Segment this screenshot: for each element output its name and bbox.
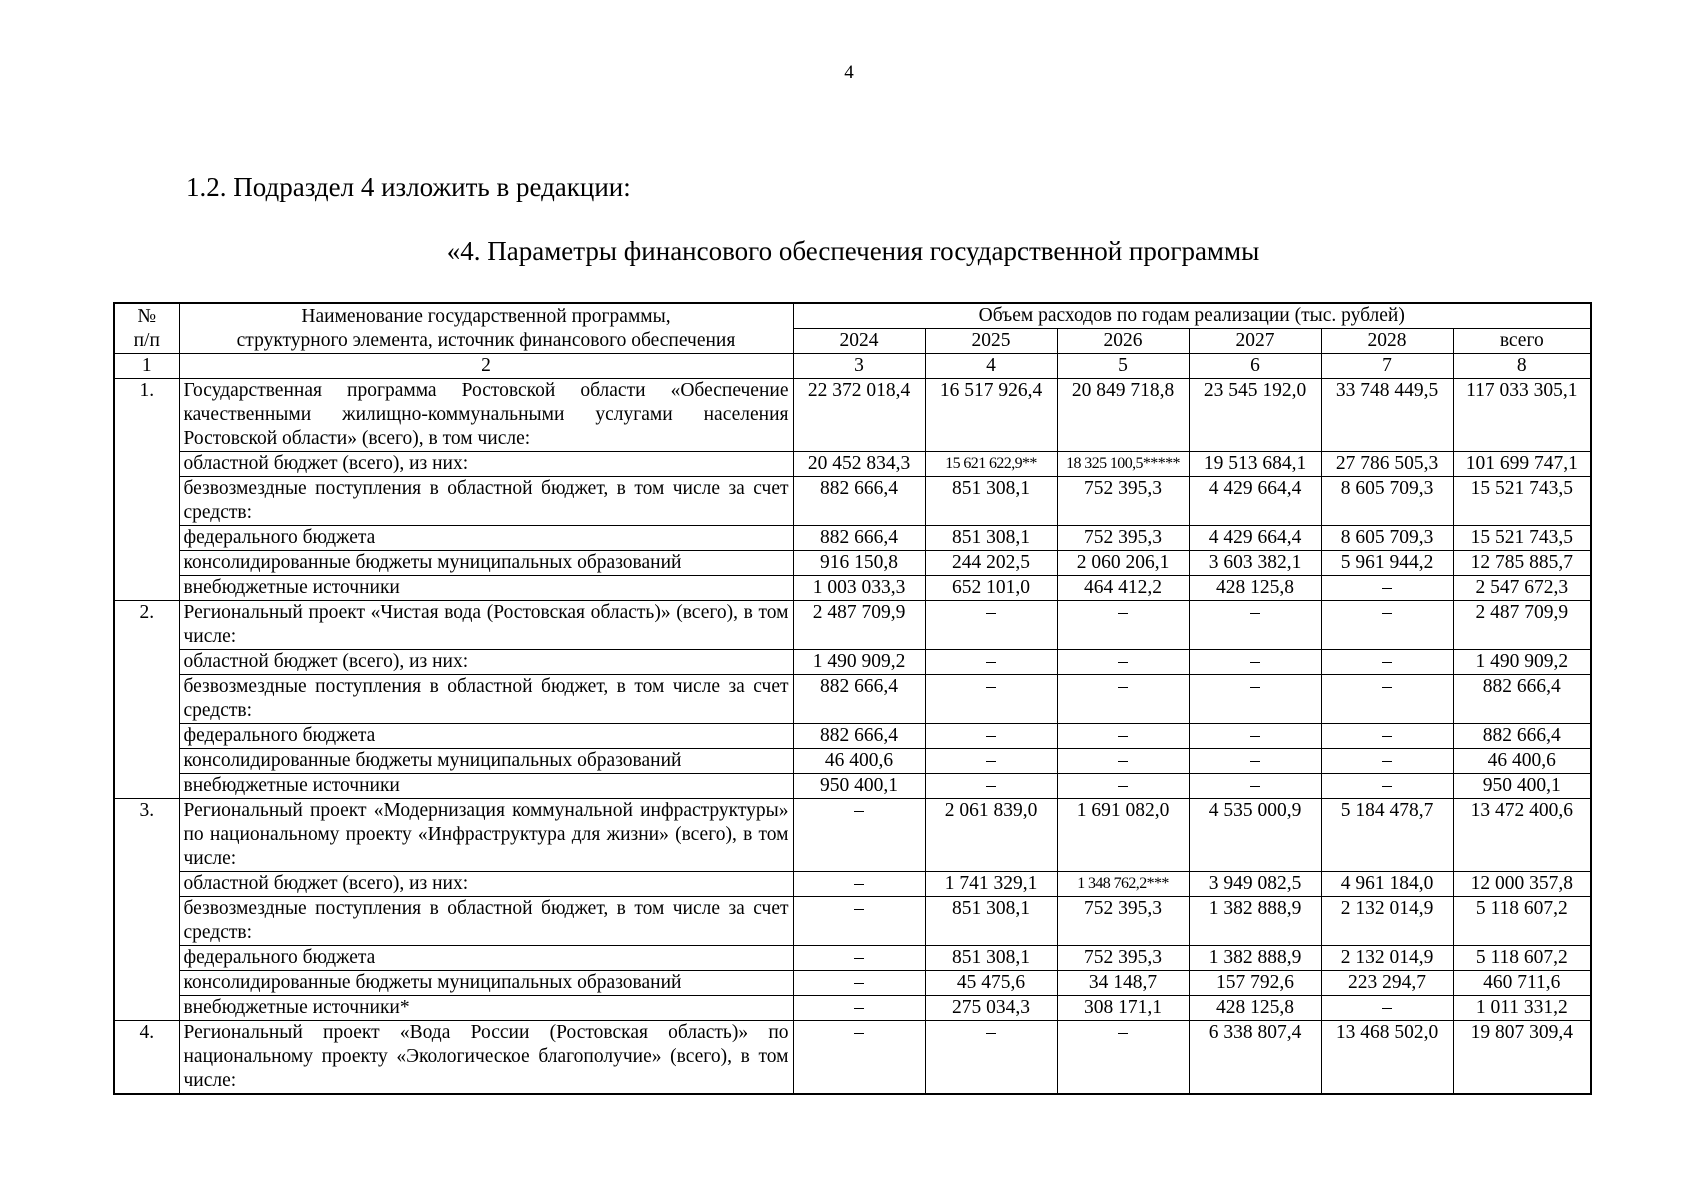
value-cell: 27 786 505,3 [1321,452,1453,477]
value-cell: 13 468 502,0 [1321,1021,1453,1095]
header-year: 2024 [793,329,925,354]
value-cell: – [1057,1021,1189,1095]
value-cell: 8 605 709,3 [1321,526,1453,551]
value-cell: 223 294,7 [1321,971,1453,996]
row-name: безвозмездные поступления в областной бюджет, в том числе за счет средств: [179,477,793,526]
row-name: консолидированные бюджеты муниципальных образований [179,749,793,774]
row-name: внебюджетные источники* [179,996,793,1021]
total-cell: 1 490 909,2 [1453,650,1591,675]
value-cell: – [925,601,1057,650]
row-name: безвозмездные поступления в областной бюджет, в том числе за счет средств: [179,675,793,724]
value-cell: – [793,799,925,872]
value-cell: – [793,1021,925,1095]
col-number: 8 [1453,354,1591,379]
value-cell: 752 395,3 [1057,477,1189,526]
value-cell: 45 475,6 [925,971,1057,996]
value-cell: 2 060 206,1 [1057,551,1189,576]
row-name: внебюджетные источники [179,774,793,799]
value-cell: 752 395,3 [1057,897,1189,946]
value-cell: 752 395,3 [1057,946,1189,971]
value-cell: 752 395,3 [1057,526,1189,551]
value-cell: – [1057,749,1189,774]
value-cell: 916 150,8 [793,551,925,576]
value-cell: 851 308,1 [925,946,1057,971]
total-cell: 13 472 400,6 [1453,799,1591,872]
value-cell: 882 666,4 [793,477,925,526]
header-total: всего [1453,329,1591,354]
header-name: Наименование государственной программы, структурного элемента, источник финансового обеспечения [179,303,793,354]
value-cell: 4 429 664,4 [1189,526,1321,551]
value-cell: – [925,749,1057,774]
value-cell: 1 691 082,0 [1057,799,1189,872]
column-number-row [114,354,1591,379]
table-row [114,996,1591,1021]
row-name: безвозмездные поступления в областной бюджет, в том числе за счет средств: [179,897,793,946]
value-cell: 464 412,2 [1057,576,1189,601]
table-row [114,576,1591,601]
row-name: федерального бюджета [179,724,793,749]
table-row [114,799,1591,872]
table-row [114,971,1591,996]
total-cell: 1 011 331,2 [1453,996,1591,1021]
value-cell: 308 171,1 [1057,996,1189,1021]
row-name: Государственная программа Ростовской области «Обеспечение качественными жилищно-коммунальными услугами населения Ростовской области» (всего), в том числе: [179,379,793,452]
value-cell: – [1321,576,1453,601]
value-cell: 1 741 329,1 [925,872,1057,897]
col-number: 5 [1057,354,1189,379]
value-cell: 428 125,8 [1189,576,1321,601]
value-cell: – [1321,996,1453,1021]
value-cell: 2 487 709,9 [793,601,925,650]
table-row [114,897,1591,946]
total-cell: 2 547 672,3 [1453,576,1591,601]
table-row [114,551,1591,576]
value-cell: 19 513 684,1 [1189,452,1321,477]
value-cell: 4 429 664,4 [1189,477,1321,526]
col-number: 3 [793,354,925,379]
total-cell: 5 118 607,2 [1453,946,1591,971]
table-row [114,749,1591,774]
table-row [114,650,1591,675]
col-number: 4 [925,354,1057,379]
header-year: 2026 [1057,329,1189,354]
value-cell: 8 605 709,3 [1321,477,1453,526]
value-cell: 428 125,8 [1189,996,1321,1021]
value-cell: 6 338 807,4 [1189,1021,1321,1095]
row-name: областной бюджет (всего), из них: [179,452,793,477]
value-cell: 5 961 944,2 [1321,551,1453,576]
value-cell: 3 603 382,1 [1189,551,1321,576]
value-cell: – [1057,601,1189,650]
row-name: областной бюджет (всего), из них: [179,872,793,897]
col-number: 1 [114,354,179,379]
col-number: 7 [1321,354,1453,379]
value-cell: – [793,971,925,996]
total-cell: 2 487 709,9 [1453,601,1591,650]
table-row [114,872,1591,897]
value-cell: 4 961 184,0 [1321,872,1453,897]
value-cell: – [1189,650,1321,675]
total-cell: 882 666,4 [1453,724,1591,749]
row-name: внебюджетные источники [179,576,793,601]
value-cell: – [1189,749,1321,774]
total-cell: 101 699 747,1 [1453,452,1591,477]
table-row [114,675,1591,724]
value-cell: 20 452 834,3 [793,452,925,477]
total-cell: 15 521 743,5 [1453,526,1591,551]
value-cell: 275 034,3 [925,996,1057,1021]
row-name: федерального бюджета [179,946,793,971]
value-cell: – [925,650,1057,675]
page-number: 4 [844,62,854,83]
row-index: 4. [114,1021,179,1095]
total-cell: 5 118 607,2 [1453,897,1591,946]
value-cell: 882 666,4 [793,526,925,551]
total-cell: 460 711,6 [1453,971,1591,996]
value-cell: 3 949 082,5 [1189,872,1321,897]
header-group: Объем расходов по годам реализации (тыс. рублей) [793,303,1591,329]
table-row [114,379,1591,452]
value-cell: 652 101,0 [925,576,1057,601]
value-cell: 2 132 014,9 [1321,897,1453,946]
value-cell: 5 184 478,7 [1321,799,1453,872]
total-cell: 19 807 309,4 [1453,1021,1591,1095]
value-cell: 4 535 000,9 [1189,799,1321,872]
row-name: Региональный проект «Чистая вода (Ростовская область)» (всего), в том числе: [179,601,793,650]
value-cell: – [925,774,1057,799]
value-cell: – [1321,774,1453,799]
table-row [114,477,1591,526]
header-num: № п/п [114,303,179,354]
row-name: консолидированные бюджеты муниципальных образований [179,971,793,996]
value-cell: – [793,996,925,1021]
total-cell: 117 033 305,1 [1453,379,1591,452]
value-cell: 20 849 718,8 [1057,379,1189,452]
row-name: Региональный проект «Модернизация коммунальной инфраструктуры» по национальному проекту «Инфраструктура для жизни» (всего), в том числе: [179,799,793,872]
value-cell: 1 382 888,9 [1189,946,1321,971]
value-cell: 1 490 909,2 [793,650,925,675]
value-cell: 851 308,1 [925,897,1057,946]
value-cell: 2 061 839,0 [925,799,1057,872]
value-cell: – [1057,650,1189,675]
table-row [114,946,1591,971]
header-year: 2025 [925,329,1057,354]
header-year: 2028 [1321,329,1453,354]
value-cell: 23 545 192,0 [1189,379,1321,452]
table-row [114,774,1591,799]
value-cell: – [793,872,925,897]
total-cell: 882 666,4 [1453,675,1591,724]
row-name: областной бюджет (всего), из них: [179,650,793,675]
total-cell: 46 400,6 [1453,749,1591,774]
value-cell: – [1321,675,1453,724]
table-row [114,452,1591,477]
row-name: консолидированные бюджеты муниципальных образований [179,551,793,576]
value-cell: 1 382 888,9 [1189,897,1321,946]
value-cell: 18 325 100,5***** [1057,452,1189,477]
value-cell: 851 308,1 [925,477,1057,526]
value-cell: – [1321,749,1453,774]
value-cell: – [1057,774,1189,799]
col-number: 2 [179,354,793,379]
value-cell: 15 621 622,9** [925,452,1057,477]
value-cell: 1 003 033,3 [793,576,925,601]
value-cell: 22 372 018,4 [793,379,925,452]
value-cell: – [1189,774,1321,799]
value-cell: 882 666,4 [793,675,925,724]
value-cell: 46 400,6 [793,749,925,774]
value-cell: – [1057,724,1189,749]
finance-table [113,302,1592,1095]
value-cell: 157 792,6 [1189,971,1321,996]
value-cell: – [1189,675,1321,724]
row-name: федерального бюджета [179,526,793,551]
value-cell: – [793,897,925,946]
value-cell: 2 132 014,9 [1321,946,1453,971]
row-index: 2. [114,601,179,799]
total-cell: 12 000 357,8 [1453,872,1591,897]
value-cell: 1 348 762,2*** [1057,872,1189,897]
table-row [114,724,1591,749]
table-row [114,526,1591,551]
value-cell: 882 666,4 [793,724,925,749]
value-cell: – [1189,724,1321,749]
value-cell: 244 202,5 [925,551,1057,576]
value-cell: – [925,1021,1057,1095]
value-cell: – [793,946,925,971]
row-index: 1. [114,379,179,601]
value-cell: 34 148,7 [1057,971,1189,996]
table-title: «4. Параметры финансового обеспечения государственной программы [446,236,1260,266]
value-cell: 16 517 926,4 [925,379,1057,452]
value-cell: – [1321,650,1453,675]
value-cell: – [1321,601,1453,650]
value-cell: 33 748 449,5 [1321,379,1453,452]
total-cell: 12 785 885,7 [1453,551,1591,576]
row-index: 3. [114,799,179,1021]
header-year: 2027 [1189,329,1321,354]
value-cell: 851 308,1 [925,526,1057,551]
table-row [114,1021,1591,1095]
total-cell: 950 400,1 [1453,774,1591,799]
value-cell: 950 400,1 [793,774,925,799]
value-cell: – [925,724,1057,749]
value-cell: – [1321,724,1453,749]
value-cell: – [1189,601,1321,650]
section-heading: 1.2. Подраздел 4 изложить в редакции: [186,172,631,202]
row-name: Региональный проект «Вода России (Ростовская область)» по национальному проекту «Экологическое благополучие» (всего), в том числе: [179,1021,793,1095]
value-cell: – [925,675,1057,724]
value-cell: – [1057,675,1189,724]
table-row [114,601,1591,650]
col-number: 6 [1189,354,1321,379]
total-cell: 15 521 743,5 [1453,477,1591,526]
